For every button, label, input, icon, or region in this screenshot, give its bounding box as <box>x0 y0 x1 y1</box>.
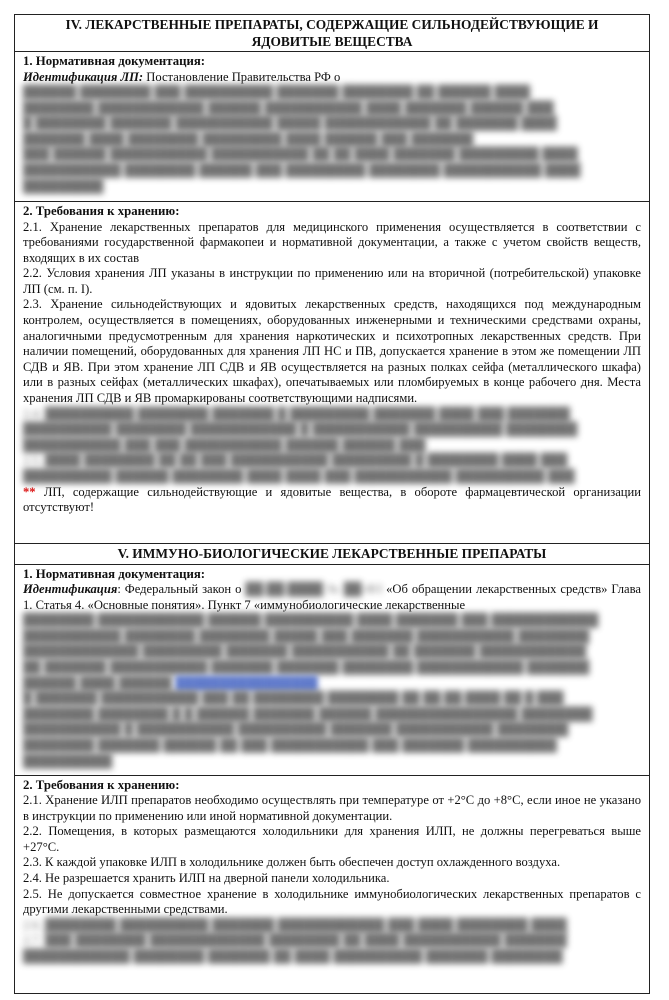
section-4-storage-heading: 2. Требования к хранению: <box>23 204 180 218</box>
storage-item-2-2: 2.2. Помещения, в которых размещаются холодильники для хранения ИЛП, не должны перегреваться выше +27°С. <box>23 824 641 854</box>
redacted-text: 2.7. ███ ████████ █████████████ ████████ ██ ████ ███████████ ███████ <box>23 933 567 948</box>
section-5-title: V. ИММУНО-БИОЛОГИЧЕСКИЕ ЛЕКАРСТВЕННЫЕ ПРЕПАРАТЫ <box>15 544 649 565</box>
section-4-storage-block <box>15 202 649 544</box>
section-4-title: IV. ЛЕКАРСТВЕННЫЕ ПРЕПАРАТЫ, СОДЕРЖАЩИЕ СИЛЬНОДЕЙСТВУЮЩИЕ И ЯДОВИТЫЕ ВЕЩЕСТВА <box>15 15 649 52</box>
redacted-text: 2.4. ██████████ ████████ ███████ █ █████████ ███████ ████ ███ ███████ <box>23 406 570 421</box>
storage-item-2-3: 2.3. Хранение сильнодействующих и ядовитых лекарственных средств, находящихся под международным контролем, осуществляется в помещениях, оборудованных инженерными и техническими средствами охраны, аналогичными предусмотренным для хранения наркотических и психотропных лекарственных средств. При наличии помещений, оборудованных для хранения ЛП НС и ПВ, допускается хранение в этом же помещении ЛП СДВ и ЯВ. При этом хранение ЛП СДВ и ЯВ осуществляется на разных полках сейфа (металлического шкафа) или в разных сейфах (металлических шкафах), опечатываемых или пломбируемых в конце рабочего дня. Места хранения ЛП СДВ и ЯВ промаркированы соответствующими надписями. <box>23 297 641 406</box>
redacted-text: █ ███████ ███████████ ███ ██ ████████ ████████ ██ ██.██.████ ██ █ ███ <box>23 691 564 706</box>
redacted-text: ██ ███████ ███████████ ███████ ███████ ████████ ████████████ ███████ <box>23 659 590 674</box>
storage-item-2-4: 2.4. Не разрешается хранить ИЛП на дверной панели холодильника. <box>23 870 390 885</box>
section-5-identification <box>23 582 641 613</box>
section-4-normative-heading: 1. Нормативная документация: <box>23 54 206 68</box>
redacted-text: █████████ <box>23 178 104 193</box>
section-4-normative-block <box>15 52 649 202</box>
section-4-identification <box>23 70 641 86</box>
note-marker: ** <box>23 484 36 499</box>
redacted-text: 2.6. ████████ ██████████ ███████ ████████████ ███ ████ ████████ ████ <box>23 917 567 932</box>
redacted-text: ████████████ ████████ ███████ ██ ████ ██████████ ███████ ████████ <box>23 948 563 963</box>
section-5-storage-heading: 2. Требования к хранению: <box>23 777 180 792</box>
storage-item-2-2: 2.2. Условия хранения ЛП указаны в инструкции по применению или на вторичной (потребительской) упаковке ЛП (см. п. I). <box>23 266 641 296</box>
identification-label: Идентификация ЛП: <box>23 69 144 84</box>
redacted-text: ████████ ████████ █ █ ██████ ███████ ██████ ████████████████ ████████ <box>23 706 593 721</box>
identification-text: Постановление Правительства РФ о <box>143 69 341 84</box>
redacted-text: ███████████ ████████ ████████ █████ ███ ███████ ███████████ ████████ <box>23 628 590 643</box>
redacted-text: ████████ ████████████ ██████ ██████████ ████ ███████ ███ ████████████ <box>23 613 599 628</box>
redacted-line-with-link <box>23 676 641 692</box>
storage-item-2-1: 2.1. Хранение ИЛП препаратов необходимо осуществлять при температуре от +2°С до +8°С, если иное не указано в инструкции по применению или иной нормативной документации. <box>23 793 641 823</box>
redacted-text: ███████████ █ ███████████ ██████████ ███████ ███████████ ████████ <box>23 722 569 737</box>
redacted-text: ██████████ <box>23 753 113 768</box>
identification-text-2: «Об обращении лекарственных средств» Глава 1. Статья 4. «Основные понятия». Пункт 7 «иммунобиологические лекарственные <box>23 582 641 612</box>
redacted-text: ██████ ████ ██████ <box>23 675 176 690</box>
redacted-link[interactable]: ████████████████ <box>175 675 318 690</box>
storage-item-2-5: 2.5. Не допускается совместное хранение в холодильнике иммунобиологических лекарственных препаратов с другими лекарственными средствами. <box>23 886 641 917</box>
redacted-text: ██████████ ██████ ████████ ████ ████ ███ ███████████ ██████████ ███ <box>23 469 575 483</box>
identification-label: Идентификация <box>23 582 118 596</box>
redacted-text: █ ████████ ███████ ███████████ █████ ████████████ ██ ███████ ████ <box>23 116 557 131</box>
redacted-text: ███████████ ███ ███ ███████████ ██████ ██████ ███ <box>23 437 426 452</box>
redacted-text: ██.██.████ № ██-ФЗ <box>241 582 383 596</box>
storage-item-2-3: 2.3. К каждой упаковке ИЛП в холодильнике должен быть обеспечен доступ охлажденного воздуха. <box>23 855 561 870</box>
section-5-normative-block <box>15 565 649 776</box>
redacted-text: ███ ██████ ███████████ ███████████ ██ ██ ████ ███████ █████████ ████ <box>23 147 578 162</box>
redacted-text: █████████████ █████████ ███████ ███████████ ██ ███████ ████████████ <box>23 644 587 659</box>
document-page <box>14 14 650 994</box>
identification-text: : Федеральный закон о <box>117 582 242 596</box>
storage-item-2-1: 2.1. Хранение лекарственных препаратов для медицинского применения осуществляется в соответствии с требованиями государственной фармакопеи и нормативной документации, а также с учетом свойств веществ, входящих в их состав <box>23 219 641 265</box>
redacted-text: ███████ ████ ████████ █████████ ████ ██████ ███ ███████ <box>23 131 474 146</box>
note-text: ЛП, содержащие сильнодействующие и ядовитые вещества, в обороте фармацевтической организации отсутствуют! <box>23 484 641 515</box>
section-5-storage-block <box>15 776 649 966</box>
redacted-text: 2.5. ████ ████████ ██ ██ ███ ███████████ █████████ █ ████████ ████ ███ <box>23 453 568 468</box>
redacted-text: ██████████ ████████ ████████████ █ ███████████ ██████████ ████████ <box>23 422 578 437</box>
redacted-text: ███████████ ████████ ██████ ███ █████████ ████████ ███████████ ████ <box>23 163 581 178</box>
redacted-text: ████████ ████████████ ██████ ███████████ ████ ███████ ██████ ███ <box>23 100 554 115</box>
storage-note <box>23 485 641 516</box>
redacted-text: ████████ ███████ ██████ ██ ███ ███████████ ███ ███████ ██████████ <box>23 737 557 752</box>
section-5-normative-heading: 1. Нормативная документация: <box>23 566 206 581</box>
redacted-text: ██████ ████████ ███ ██████████ ███████ ████████ ██ ██████ ████ <box>23 85 531 100</box>
